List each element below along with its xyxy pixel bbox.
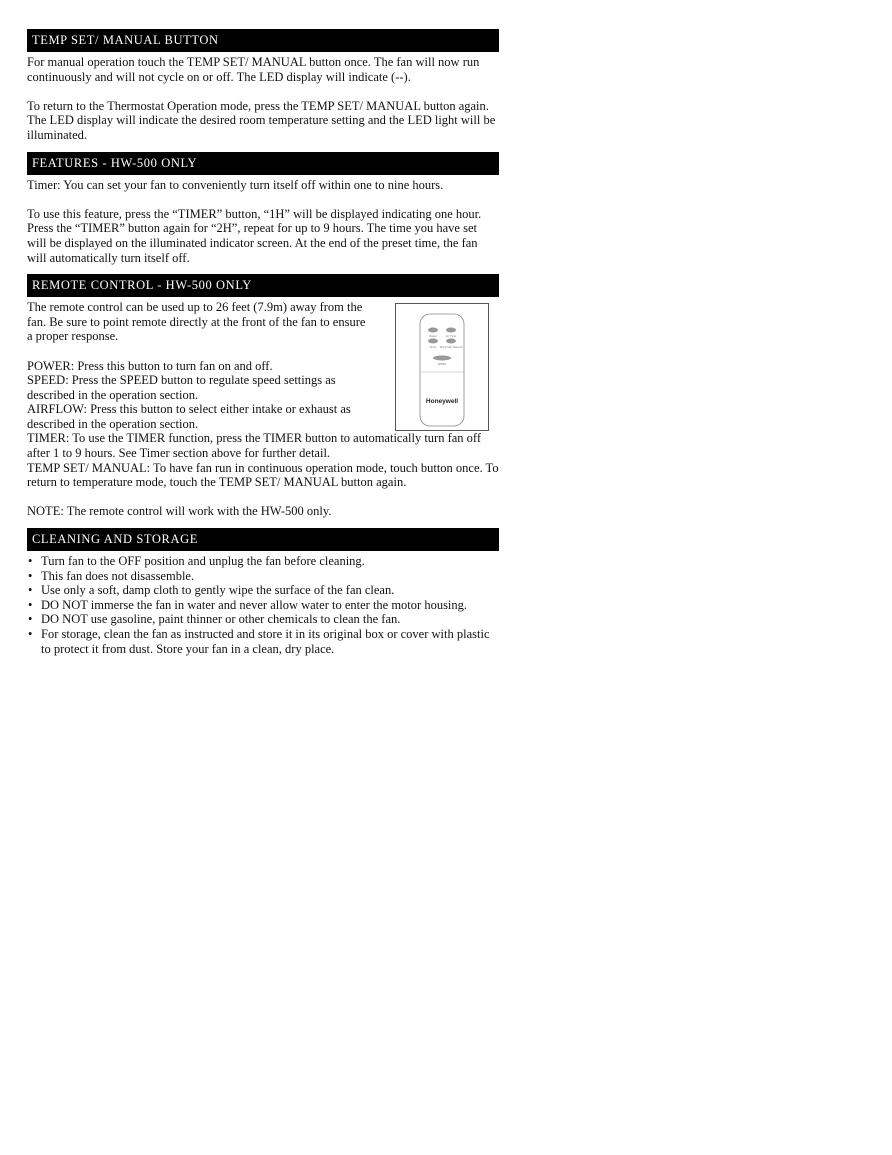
section-header-cleaning: CLEANING AND STORAGE	[27, 528, 499, 551]
list-item-text: DO NOT use gasoline, paint thinner or other chemicals to clean the fan.	[41, 612, 401, 627]
list-item-text: Turn fan to the OFF position and unplug the fan before cleaning.	[41, 554, 365, 569]
remote-timer: TIMER: To use the TIMER function, press the TIMER button to automatically turn fan off after 1 to 9 hours. See Timer section above for further detail.	[27, 431, 482, 461]
remote-tempset: TEMP SET/ MANUAL: To have fan run in continuous operation mode, touch button once. To return to temperature mode, touch the TEMP SET/ MANUAL button again.	[27, 460, 499, 490]
remote-speed-button	[433, 356, 451, 361]
temp-set-body	[27, 52, 499, 143]
remote-label-airflow: Air Flow	[445, 335, 457, 339]
remote-intro: The remote control can be used up to 26 feet (7.9m) away from the fan. Be sure to point remote directly at the front of the fan to ensure a proper response.	[27, 300, 366, 344]
section-header-features: FEATURES - HW-500 ONLY	[27, 152, 499, 175]
bullet-icon: •	[28, 612, 33, 627]
bullet-icon: •	[28, 568, 33, 583]
list-item-text: This fan does not disassemble.	[41, 568, 195, 583]
remote-label-speed: SPEED	[437, 363, 447, 367]
list-item-text: For storage, clean the fan as instructed and store it in its original box or cover with plastic to protect it from dust. Store your fan in a clean, dry place.	[41, 627, 490, 656]
remote-control-illustration	[395, 303, 489, 431]
temp-set-paragraph-1: For manual operation touch the TEMP SET/ MANUAL button once. The fan will now run continuously and will not cycle on or off. The LED display will indicate (--).	[27, 55, 480, 84]
cleaning-list	[27, 554, 499, 656]
remote-label-tempset: Temp Set/ Manual	[439, 346, 463, 350]
remote-body	[27, 297, 499, 519]
timer-intro: Timer: You can set your fan to conveniently turn itself off within one to nine hours.	[27, 177, 444, 192]
bullet-icon: •	[28, 554, 33, 569]
bullet-icon: •	[28, 597, 33, 612]
list-item	[27, 569, 499, 584]
remote-note: NOTE: The remote control will work with the HW-500 only.	[27, 504, 332, 519]
remote-label-power: Power	[429, 335, 437, 339]
remote-label-timer: Timer	[429, 346, 437, 350]
remote-control-drawing	[396, 304, 488, 430]
remote-timer-button	[428, 339, 438, 344]
remote-airflow-button	[446, 328, 456, 333]
list-item	[27, 627, 499, 656]
section-header-temp-set: TEMP SET/ MANUAL BUTTON	[27, 29, 499, 52]
temp-set-paragraph-2: To return to the Thermostat Operation mode, press the TEMP SET/ MANUAL button again. The LED display will indicate the desired room temperature setting and the LED light will be illuminated.	[27, 98, 496, 142]
timer-detail: To use this feature, press the “TIMER” button, “1H” will be displayed indicating one hour. Press the “TIMER” button again for “2H”, repeat for up to 9 hours. The time you have set will be displayed on the illuminated indicator screen. At the end of the preset time, the fan will automatically turn itself off.	[27, 206, 482, 265]
remote-airflow: AIRFLOW: Press this button to select either intake or exhaust as described in the operation section.	[27, 402, 351, 431]
remote-power-button	[428, 328, 438, 333]
list-item	[27, 554, 499, 569]
remote-power: POWER: Press this button to turn fan on and off.	[27, 358, 273, 373]
section-header-remote: REMOTE CONTROL - HW-500 ONLY	[27, 274, 499, 297]
honeywell-logo: Honeywell	[425, 398, 459, 406]
cleaning-body	[27, 551, 499, 656]
list-item	[27, 598, 499, 613]
manual-page	[27, 29, 499, 656]
bullet-icon: •	[28, 583, 33, 598]
list-item-text: Use only a soft, damp cloth to gently wipe the surface of the fan clean.	[41, 583, 395, 598]
list-item	[27, 612, 499, 627]
remote-tempset-button	[446, 339, 456, 344]
bullet-icon: •	[28, 627, 33, 641]
list-item-text: DO NOT immerse the fan in water and never allow water to enter the motor housing.	[41, 597, 468, 612]
remote-speed: SPEED: Press the SPEED button to regulate speed settings as described in the operation section.	[27, 373, 336, 402]
list-item	[27, 583, 499, 598]
features-body	[27, 175, 499, 266]
